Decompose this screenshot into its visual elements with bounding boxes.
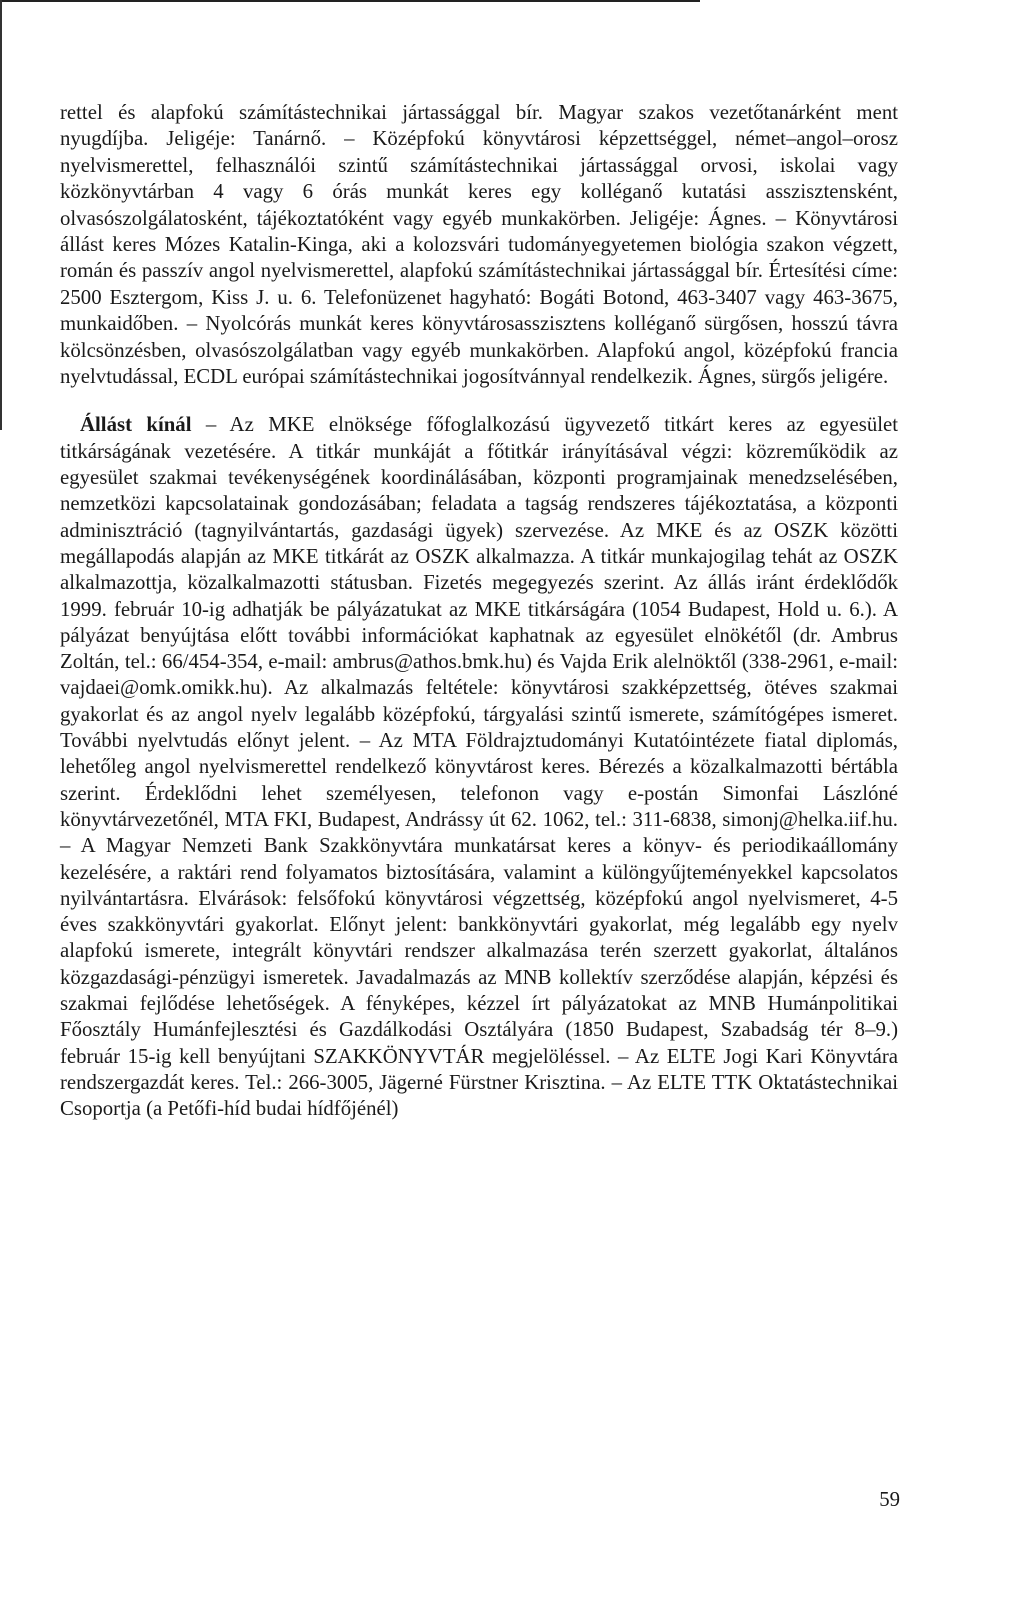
job-seekers-paragraph: rettel és alapfokú számítástechnikai jártassággal bír. Magyar szakos vezetőtanárként ment nyugdíjba. Jeligéje: Tanárnő. – Középfokú könyvtárosi képzettséggel, német–angol–orosz nyelvismerettel, felhasználói szintű számítástechnikai jártassággal orvosi, iskolai vagy közkönyvtárban 4 vagy 6 órás munkát keres egy kolléganő kutatási asszisztensként, olvasószolgálatosként, tájékoztatóként vagy egyéb munkakörben. Jeligéje: Ágnes. – Könyvtárosi állást keres Mózes Katalin-Kinga, aki a kolozsvári tudományegyetemen biológia szakon végzett, román és passzív angol nyelvismerettel, alapfokú számítástechnikai jártassággal bír. Értesítési címe: 2500 Esztergom, Kiss J. u. 6. Telefonüzenet hagyható: Bogáti Botond, 463-3407 vagy 463-3675, munkaidőben. – Nyolcórás munkát keres könyvtárosasszisztens kolléganő sürgősen, hosszú távra kölcsönzésben, olvasószolgálatban vagy egyéb munkakörben. Alapfokú angol, középfokú francia nyelvtudással, ECDL európai számítástechnikai jogosítvánnyal rendelkezik. Ágnes, sürgős jeligére. [60, 101, 898, 389]
page-number: 59 [879, 1488, 900, 1511]
job-offers-paragraph [60, 412, 898, 1122]
scan-edge-top [0, 0, 700, 2]
scan-edge-left [0, 0, 2, 430]
section-heading-job-offers: Állást kínál [80, 413, 192, 437]
job-offers-text: – Az MKE elnöksége főfoglalkozású ügyvezető titkárt keres az egyesület titkárságának vezetésére. A titkár munkáját a főtitkár irányításával végzi: közreműködik az egyesület szakmai tevékenységének koordinálásában, központi programjainak menedzselésében, nemzetközi kapcsolatainak gondozásában; feladata a tagság rendszeres tájékoztatása, a központi adminisztráció (tagnyilvántartás, gazdasági ügyek) szervezése. Az MKE és az OSZK közötti megállapodás alapján az MKE titkárát az OSZK alkalmazza. A titkár munkajogilag tehát az OSZK alkalmazottja, közalkalmazotti státusban. Fizetés megegyezés szerint. Az állás iránt érdeklődők 1999. február 10-ig adhatják be pályázatukat az MKE titkárságára (1054 Budapest, Hold u. 6.). A pályázat benyújtása előtt további információkat kaphatnak az egyesület elnökétől (dr. Ambrus Zoltán, tel.: 66/454-354, e-mail: ambrus@athos.bmk.hu) és Vajda Erik alelnöktől (338-2961, e-mail: vajdaei@omk.omikk.hu). Az alkalmazás feltétele: könyvtárosi szakképzettség, ötéves szakmai gyakorlat és az angol nyelv legalább középfokú, tárgyalási szintű ismerete, számítógépes ismeret. További nyelvtudás előnyt jelent. – Az MTA Földrajztudományi Kutatóintézete fiatal diplomás, lehetőleg angol nyelvismerettel rendelkező könyvtárost keres. Bérezés a közalkalmazotti bértábla szerint. Érdeklődni lehet személyesen, telefonon vagy e-postán Simonfai Lászlóné könyvtárvezetőnél, MTA FKI, Budapest, Andrássy út 62. 1062, tel.: 311-6838, simonj@helka.iif.hu. – A Magyar Nemzeti Bank Szakkönyvtára munkatársat keres a könyv- és periodikaállomány kezelésére, a raktári rend folyamatos biztosítására, valamint a különgyűjteményekkel kapcsolatos nyilvántartásra. Elvárások: felsőfokú könyvtárosi végzettség, középfokú angol nyelvismeret, 4-5 éves szakkönyvtári gyakorlat. Előnyt jelent: bankkönyvtári gyakorlat, még legalább egy nyelv alapfokú ismerete, integrált könyvtári rendszer alkalmazása terén szerzett gyakorlat, általános közgazdasági-pénzügyi ismeretek. Javadalmazás az MNB kollektív szerződése alapján, képzési és szakmai fejlődése lehetőségek. A fényképes, kézzel írt pályázatokat az MNB Humánpolitikai Főosztály Humánfejlesztési és Gazdálkodási Osztályára (1850 Budapest, Szabadság tér 8–9.) február 15-ig kell benyújtani SZAKKÖNYVTÁR megjelöléssel. – Az ELTE Jogi Kari Könyvtára rendszergazdát keres. Tel.: 266-3005, Jägerné Fürstner Krisztina. – Az ELTE TTK Oktatástechnikai Csoportja (a Petőfi-híd budai hídfőjénél) [60, 413, 899, 1121]
page-body [60, 100, 898, 1122]
